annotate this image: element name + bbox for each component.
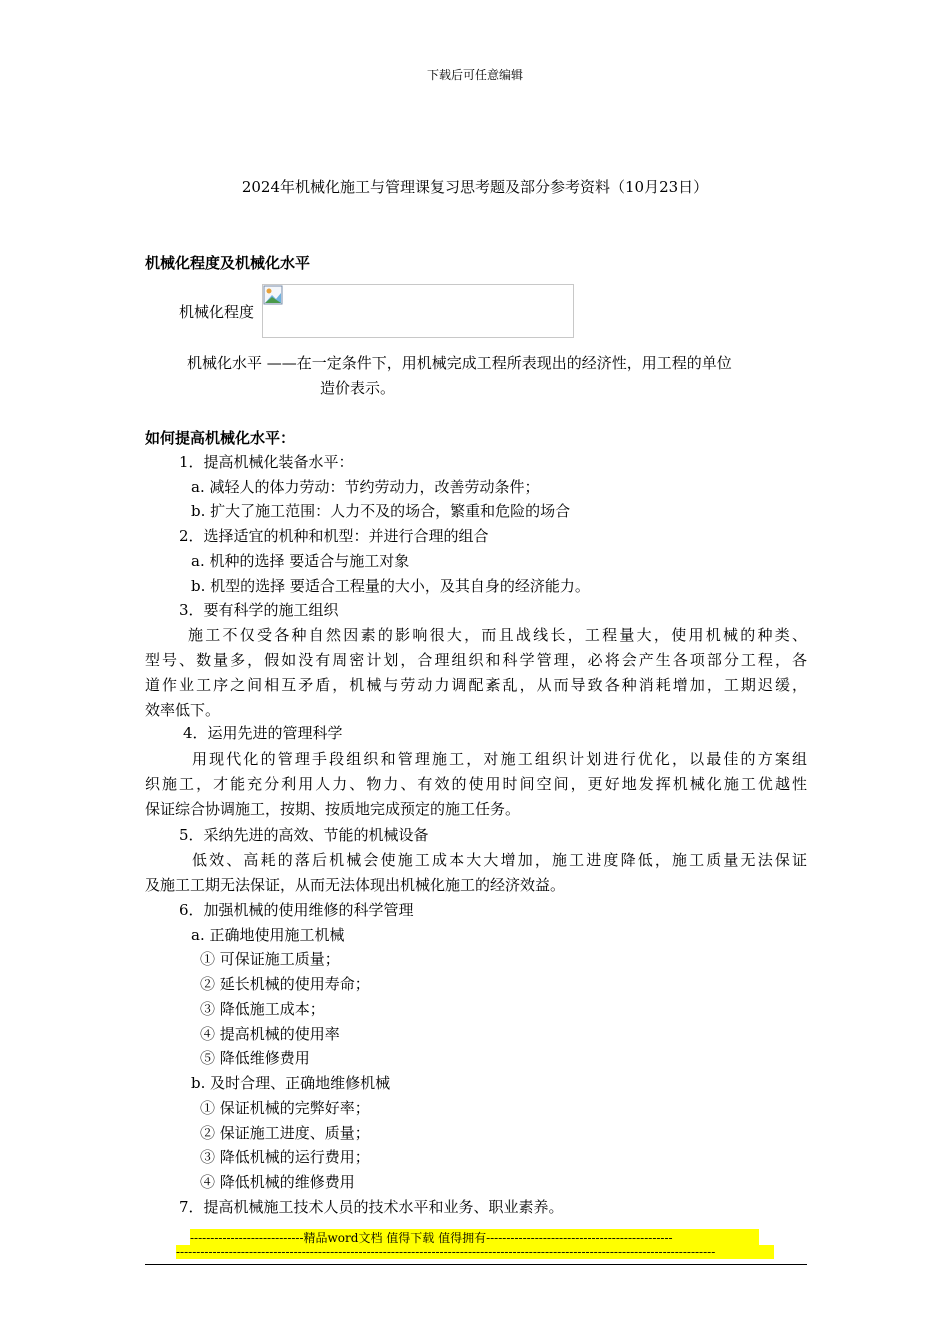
item-2b: b. 机型的选择 要适合工程量的大小，及其自身的经济能力。 <box>191 577 590 595</box>
paragraph-line: 效率低下。 <box>145 701 221 719</box>
item-6: 6．加强机械的使用维修的科学管理 <box>179 901 414 919</box>
paragraph-line: 用现代化的管理手段组织和管理施工，对施工组织计划进行优化，以最佳的方案组 <box>192 750 807 768</box>
item-5: 5．采纳先进的高效、节能的机械设备 <box>179 826 429 844</box>
item-6b-sub: ① 保证机械的完弊好率； <box>200 1099 370 1117</box>
item-7: 7．提高机械施工技术人员的技术水平和业务、职业素养。 <box>179 1198 564 1216</box>
item-1: 1．提高机械化装备水平： <box>179 453 354 471</box>
item-6a-sub: ④ 提高机械的使用率 <box>200 1025 340 1043</box>
section-heading-improve: 如何提高机械化水平： <box>145 429 296 447</box>
item-2a: a. 机种的选择 要适合与施工对象 <box>191 552 410 570</box>
paragraph-line: 保证综合协调施工，按期、按质地完成预定的施工任务。 <box>145 800 521 818</box>
formula-image-placeholder <box>262 284 574 338</box>
paragraph-line: 低效、高耗的落后机械会使施工成本大大增加，施工进度降低，施工质量无法保证 <box>192 851 807 869</box>
item-4: 4．运用先进的管理科学 <box>183 724 343 742</box>
document-title: 2024年机械化施工与管理课复习思考题及部分参考资料（10月23日） <box>241 178 709 196</box>
level-definition-line1: 机械化水平 ——在一定条件下，用机械完成工程所表现出的经济性，用工程的单位 <box>187 354 732 372</box>
degree-label: 机械化程度 <box>179 303 255 321</box>
broken-image-icon <box>263 285 283 305</box>
item-6b-sub: ③ 降低机械的运行费用； <box>200 1148 370 1166</box>
item-6a: a. 正确地使用施工机械 <box>191 926 345 944</box>
item-6a-sub: ③ 降低施工成本； <box>200 1000 325 1018</box>
item-6b-sub: ② 保证施工进度、质量； <box>200 1124 370 1142</box>
paragraph-3 <box>145 623 807 723</box>
item-6a-sub: ⑤ 降低维修费用 <box>200 1049 310 1067</box>
item-6a-sub: ② 延长机械的使用寿命； <box>200 975 370 993</box>
item-2: 2．选择适宜的机种和机型：并进行合理的组合 <box>179 527 489 545</box>
level-definition-line2: 造价表示。 <box>320 379 396 397</box>
item-6a-sub: ① 可保证施工质量； <box>200 950 340 968</box>
footer-banner-line1: ----------------------------精品word文档 值得下载 值得拥有---------------------------------------------- <box>190 1229 759 1246</box>
footer-divider <box>145 1264 807 1265</box>
item-1a: a. 减轻人的体力劳动：节约劳动力，改善劳动条件； <box>191 478 540 496</box>
paragraph-line: 施工不仅受各种自然因素的影响很大，而且战线长，工程量大，使用机械的种类、 <box>188 626 807 644</box>
footer-banner-line2: ------------------------------------------------------------------------------------------------------------------------------------- <box>176 1245 774 1259</box>
section-heading-mechanization: 机械化程度及机械化水平 <box>145 254 311 272</box>
item-6b-sub: ④ 降低机械的维修费用 <box>200 1173 355 1191</box>
item-1b: b. 扩大了施工范围：人力不及的场合，繁重和危险的场合 <box>191 502 571 520</box>
header-note: 下载后可任意编辑 <box>426 68 523 82</box>
item-6b: b. 及时合理、正确地维修机械 <box>191 1074 391 1092</box>
paragraph-4 <box>145 747 807 822</box>
paragraph-5 <box>145 848 807 898</box>
paragraph-line: 及施工工期无法保证，从而无法体现出机械化施工的经济效益。 <box>145 876 566 894</box>
paragraph-line: 织施工，才能充分利用人力、物力、有效的使用时间空间，更好地发挥机械化施工优越性 <box>145 775 807 793</box>
paragraph-line: 道作业工序之间相互矛盾，机械与劳动力调配紊乱，从而导致各种消耗增加，工期迟缓， <box>145 676 807 694</box>
item-3: 3．要有科学的施工组织 <box>179 601 339 619</box>
paragraph-line: 型号、数量多，假如没有周密计划，合理组织和科学管理，必将会产生各项部分工程，各 <box>145 651 807 669</box>
